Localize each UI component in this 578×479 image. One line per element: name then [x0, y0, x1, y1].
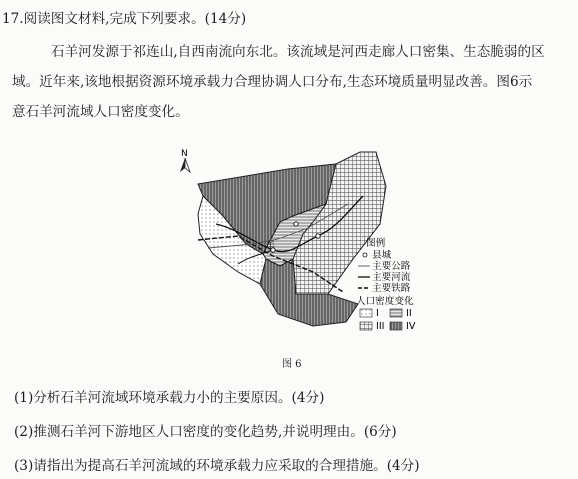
question-title: 17.阅读图文材料,完成下列要求。(14分)	[2, 11, 247, 27]
material-paragraph-line-3: 意石羊河流域人口密度变化。	[12, 104, 189, 120]
figure-caption: 图 6	[282, 359, 302, 370]
legend-river: 主要河流	[372, 272, 411, 283]
density-class-3: III	[376, 321, 385, 332]
population-density-map	[168, 144, 438, 350]
north-label: N	[181, 149, 188, 159]
county-town-marker	[316, 234, 320, 238]
county-town-marker	[294, 222, 298, 226]
legend-highway: 主要公路	[372, 261, 411, 272]
sub-question-3: (3)请指出为提高石羊河流域的环境承载力应采取的合理措施。(4分)	[14, 458, 420, 474]
density-class-1: I	[376, 308, 379, 319]
density-class-4: IV	[406, 321, 416, 332]
density-class-2: II	[406, 308, 412, 319]
legend-title: 图例	[366, 238, 386, 249]
north-arrow-icon	[180, 158, 185, 172]
material-paragraph-line-2: 域。近年来,该地根据资源环境承载力合理协调人口分布,生态环境质量明显改善。图6示	[12, 74, 533, 90]
legend-railway: 主要铁路	[372, 283, 411, 294]
map-legend	[356, 237, 416, 332]
river-map-label: 羊	[266, 241, 276, 251]
legend-county-town: 县城	[372, 250, 392, 261]
legend-density-title: 人口密度变化	[356, 296, 414, 307]
material-paragraph-line-1: 石羊河发源于祁连山,自西南流向东北。该流域是河西走廊人口密集、生态脆弱的区	[51, 44, 545, 60]
county-town-legend-icon	[363, 253, 367, 257]
sub-question-1: (1)分析石羊河流域环境承载力小的主要原因。(4分)	[14, 390, 325, 406]
sub-question-2: (2)推测石羊河下游地区人口密度的变化趋势,并说明理由。(6分)	[14, 424, 397, 440]
